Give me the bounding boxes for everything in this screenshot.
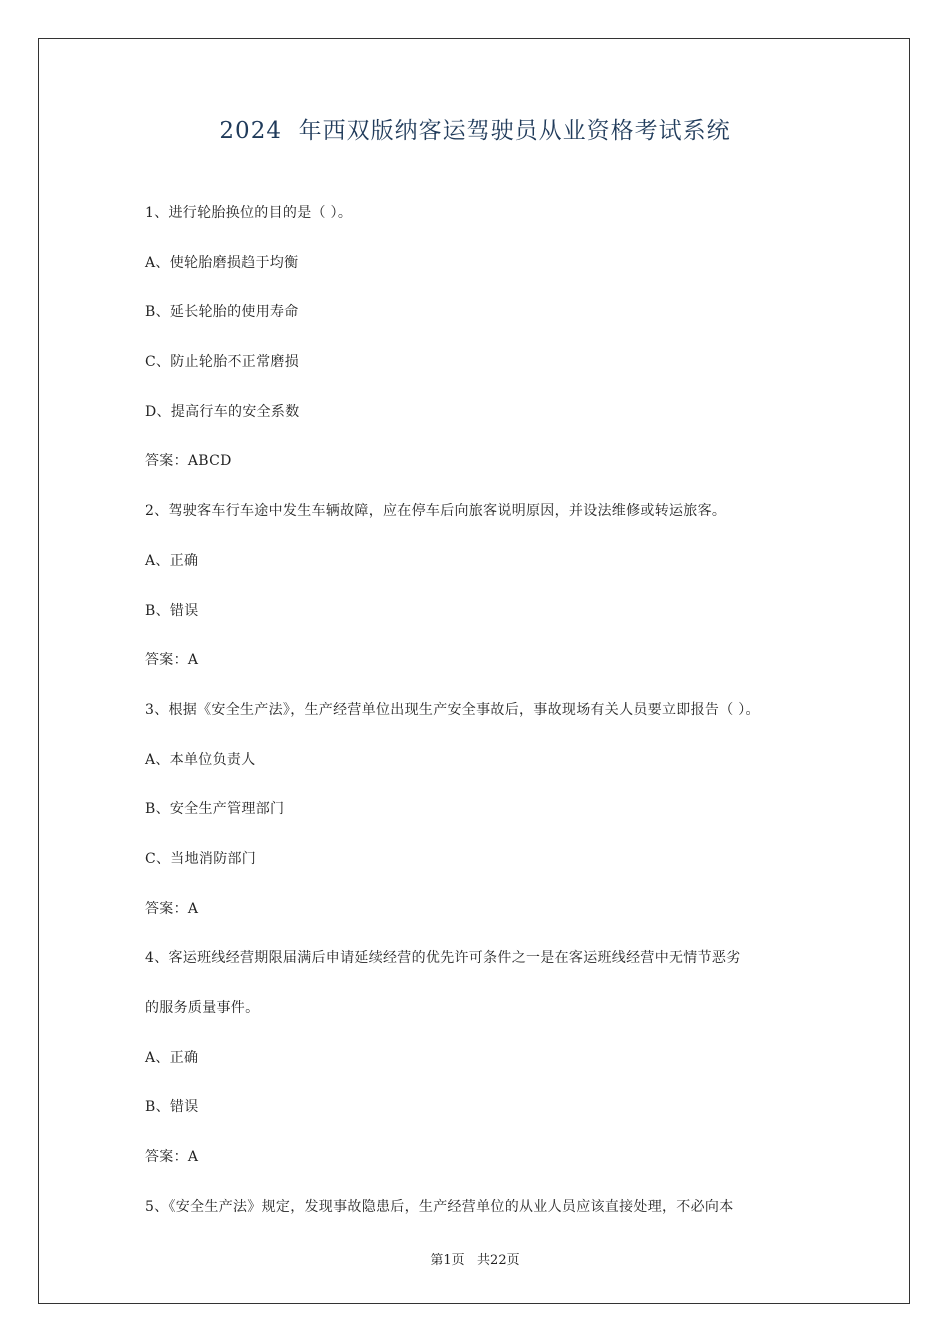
- question-4-option-b: B、错误: [145, 1099, 199, 1116]
- question-3-text: 3、根据《安全生产法》，生产经营单位出现生产安全事故后，事故现场有关人员要立即报告（ ）。: [145, 701, 760, 718]
- question-3-option-a: A、本单位负责人: [145, 751, 256, 768]
- question-3-answer: 答案：A: [145, 900, 199, 917]
- question-1-option-d: D、提高行车的安全系数: [145, 403, 300, 420]
- document-title: 2024 年西双版纳客运驾驶员从业资格考试系统: [219, 118, 731, 144]
- question-2-answer: 答案：A: [145, 652, 199, 669]
- question-1-answer: 答案：ABCD: [145, 453, 232, 470]
- page-footer: 第1页 共22页: [430, 1253, 520, 1268]
- document-body: [145, 203, 825, 1246]
- question-5-text: 5、《安全生产法》规定，发现事故隐患后，生产经营单位的从业人员应该直接处理，不必向本: [145, 1198, 734, 1215]
- question-4-answer: 答案：A: [145, 1149, 199, 1166]
- question-3-option-c: C、当地消防部门: [145, 850, 257, 867]
- question-1-text: 1、进行轮胎换位的目的是（ ）。: [145, 205, 353, 221]
- question-4-text: 4、客运班线经营期限届满后申请延续经营的优先许可条件之一是在客运班线经营中无情节恶劣: [145, 950, 741, 967]
- question-3-option-b: B、安全生产管理部门: [145, 801, 285, 818]
- question-2-text: 2、驾驶客车行车途中发生车辆故障，应在停车后向旅客说明原因，并设法维修或转运旅客。: [145, 503, 727, 520]
- question-1-option-b: B、延长轮胎的使用寿命: [145, 304, 299, 321]
- question-1-option-c: C、防止轮胎不正常磨损: [145, 354, 300, 371]
- question-4-option-a: A、正确: [145, 1049, 199, 1066]
- question-2-option-b: B、错误: [145, 602, 199, 619]
- question-1-option-a: A、使轮胎磨损趋于均衡: [145, 254, 299, 271]
- question-4-text-continued: 的服务质量事件。: [145, 1000, 260, 1016]
- question-2-option-a: A、正确: [145, 552, 199, 569]
